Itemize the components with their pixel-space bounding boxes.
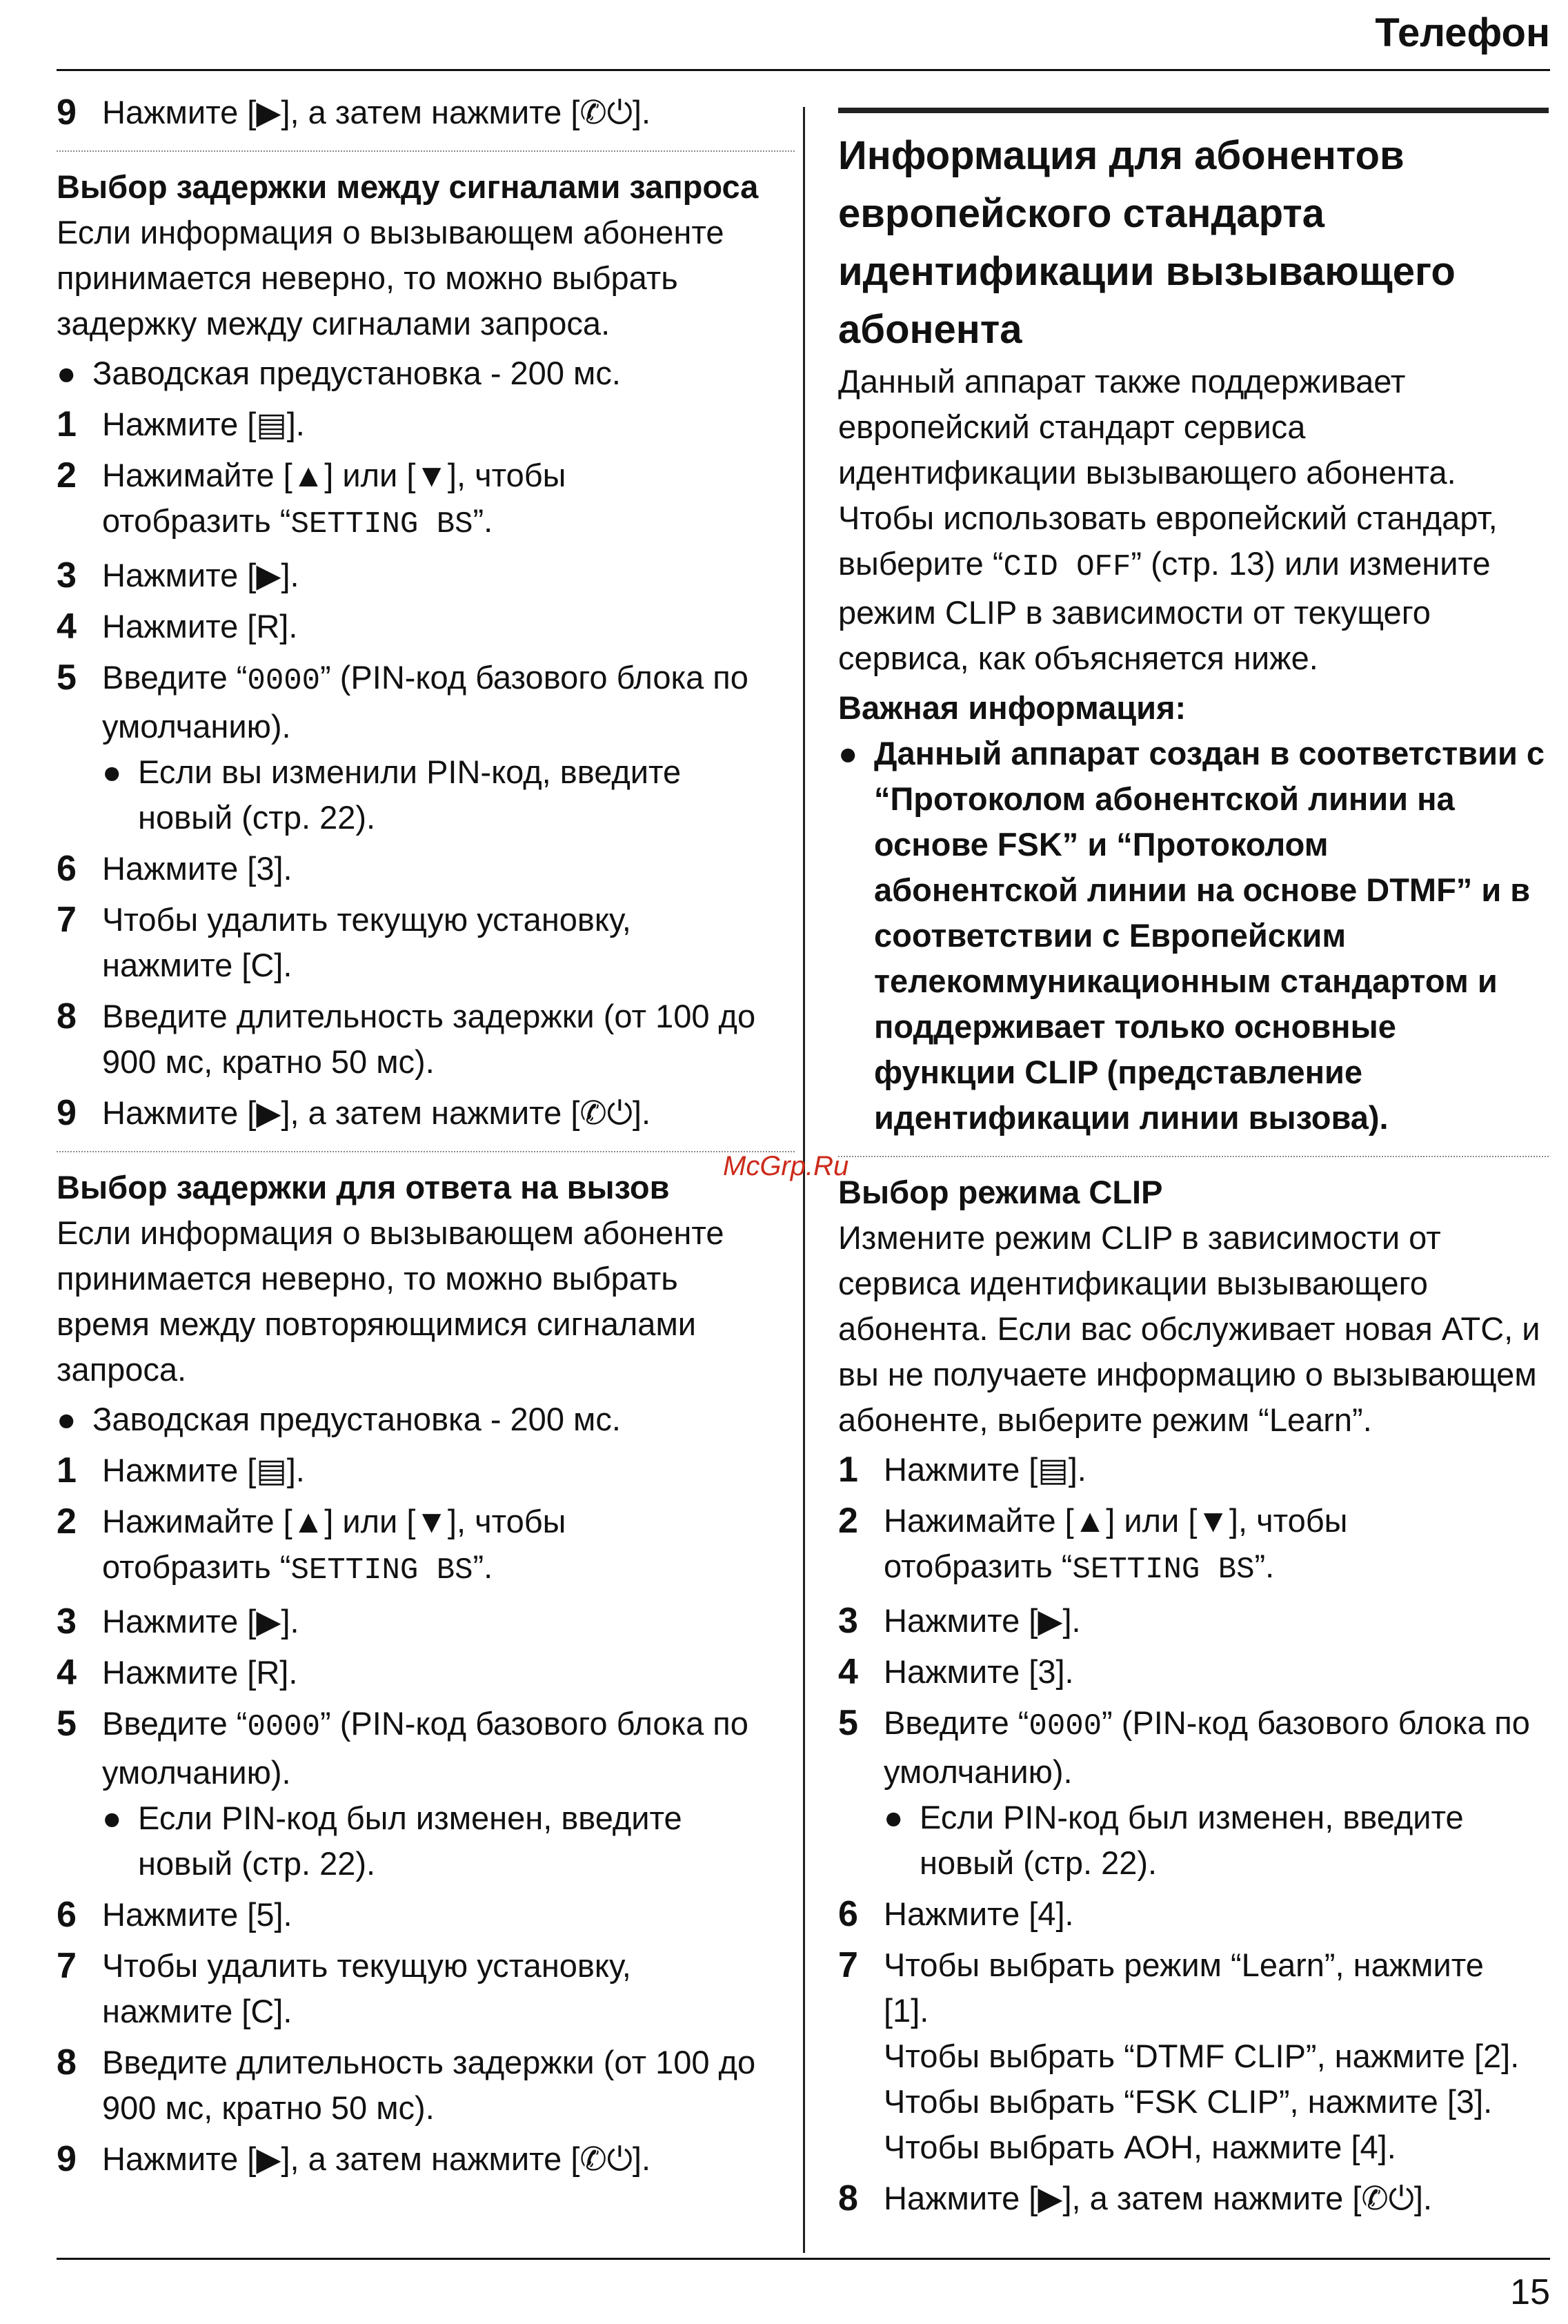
- step-item: [57, 846, 795, 892]
- step-item: [57, 1448, 795, 1493]
- step-text: [1].: [884, 1992, 929, 2029]
- step-text: ” (PIN-код базового блока по: [320, 1705, 748, 1742]
- step-item: [57, 453, 795, 547]
- step-text: отобразить “: [884, 1548, 1073, 1584]
- bullet-dot-icon: ●: [57, 1401, 77, 1437]
- step-item: [57, 604, 795, 649]
- paragraph-line: абонента. Если вас обслуживает новая АТС, и: [838, 1310, 1540, 1347]
- sub-bullet-item: [57, 1795, 795, 1887]
- step-text: Введите “: [102, 1705, 248, 1742]
- step-number: 5: [838, 1703, 858, 1743]
- important-line: соответствии с Европейским: [874, 917, 1347, 954]
- important-line: абонентской линии на основе DTMF” и в: [874, 872, 1531, 908]
- left-column: [57, 90, 795, 2187]
- section-title: Выбор режима CLIP: [838, 1174, 1163, 1210]
- step-text: отобразить “: [102, 502, 291, 539]
- display-text: 0000: [247, 664, 321, 698]
- display-text: 0000: [247, 1710, 321, 1744]
- step-number: 7: [57, 1946, 77, 1986]
- step-text: Нажмите [3].: [884, 1653, 1074, 1690]
- step-text: ”.: [473, 1548, 493, 1585]
- sub-bullet-item: [57, 749, 795, 840]
- paragraph-line: запроса.: [57, 1351, 187, 1388]
- bullet-dot-icon: ●: [884, 1799, 904, 1835]
- step-text: Чтобы удалить текущую установку,: [102, 1947, 631, 1984]
- step-item: [57, 1499, 795, 1593]
- step-number: 2: [57, 1501, 77, 1542]
- paragraph-line: Если информация о вызывающем абоненте: [57, 1214, 724, 1251]
- bullet-dot-icon: ●: [102, 754, 122, 790]
- paragraph-line: Данный аппарат также поддерживает: [838, 363, 1406, 400]
- sub-bullet-item: [838, 1795, 1549, 1886]
- step-number: 1: [57, 1450, 77, 1490]
- paragraph-line: Если информация о вызывающем абоненте: [57, 214, 724, 250]
- step-text: нажмите [C].: [102, 947, 292, 983]
- footer-rule: [57, 2258, 1550, 2260]
- header-rule: [57, 69, 1550, 71]
- step-text: ”.: [1254, 1548, 1275, 1584]
- paragraph-line: принимается неверно, то можно выбрать: [57, 1260, 678, 1297]
- section-title: Выбор задержки между сигналами запроса: [57, 168, 759, 205]
- section-divider: [57, 1151, 795, 1152]
- step-text: ”.: [473, 502, 493, 539]
- important-line: основе FSK” и “Протоколом: [874, 826, 1329, 863]
- step-number: 2: [57, 455, 77, 495]
- paragraph-line: Измените режим CLIP в зависимости от: [838, 1219, 1441, 1256]
- step-item: [57, 1599, 795, 1644]
- paragraph-line: [838, 541, 1549, 590]
- step-number: 4: [57, 1653, 77, 1693]
- bullet-text: Если PIN-код был изменен, введите: [920, 1799, 1464, 1835]
- paragraph-line: сервиса идентификации вызывающего: [838, 1265, 1428, 1301]
- step-text: Нажмите [R].: [102, 608, 298, 644]
- step-number: 3: [57, 555, 77, 595]
- step-number: 5: [57, 1704, 77, 1744]
- step-text: умолчанию).: [884, 1753, 1073, 1790]
- display-text: SETTING BS: [290, 507, 473, 542]
- heading-line: Информация для абонентов: [838, 133, 1405, 178]
- display-text: 0000: [1029, 1709, 1102, 1744]
- right-column: [838, 108, 1549, 2227]
- step-text: Чтобы выбрать “DTMF CLIP”, нажмите [2].: [884, 2038, 1520, 2074]
- step-text: ” (PIN-код базового блока по: [320, 659, 748, 696]
- bullet-text: Заводская предустановка - 200 мс.: [92, 1401, 621, 1437]
- step-item: [838, 1447, 1549, 1493]
- bullet-dot-icon: ●: [838, 735, 858, 771]
- step-text: Нажмите [R].: [102, 1654, 298, 1691]
- step-text: 900 мс, кратно 50 мс).: [102, 1043, 435, 1080]
- page-number: 15: [1510, 2272, 1550, 2312]
- step-number: 5: [57, 658, 77, 698]
- step-text: Нажмите [▤].: [102, 1452, 305, 1488]
- section-title: Выбор задержки для ответа на вызов: [57, 1169, 670, 1205]
- paragraph-line: европейский стандарт сервиса: [838, 408, 1306, 445]
- step-item: [57, 655, 795, 749]
- bullet-dot-icon: ●: [57, 355, 77, 391]
- bullet-text: новый (стр. 22).: [920, 1844, 1158, 1881]
- paragraph-text: ” (стр. 13) или измените: [1131, 545, 1491, 582]
- step-text: умолчанию).: [102, 1754, 291, 1791]
- step-text: Нажимайте [▲] или [▼], чтобы: [102, 457, 566, 493]
- paragraph-line: задержку между сигналами запроса.: [57, 305, 611, 342]
- paragraph-line: режим CLIP в зависимости от текущего: [838, 594, 1431, 631]
- step-item: [57, 553, 795, 598]
- step-text: Нажимайте [▲] или [▼], чтобы: [102, 1503, 566, 1539]
- step-number: 2: [838, 1501, 858, 1541]
- paragraph-line: время между повторяющимися сигналами: [57, 1306, 697, 1342]
- step-item: [838, 1498, 1549, 1593]
- display-text: CID OFF: [1003, 550, 1131, 584]
- step-item: [838, 1891, 1549, 1937]
- step-text: Введите “: [102, 659, 248, 696]
- step-text: Нажмите [3].: [102, 850, 292, 887]
- step-text: Нажмите [▶].: [102, 557, 299, 593]
- step-item: [838, 2176, 1549, 2221]
- bullet-item: [57, 351, 795, 396]
- heading-line: идентификации вызывающего: [838, 249, 1456, 294]
- step-item: [57, 90, 795, 135]
- important-line: поддерживает только основные: [874, 1008, 1396, 1045]
- important-line: “Протоколом абонентской линии на: [874, 780, 1455, 817]
- bullet-text: новый (стр. 22).: [138, 799, 376, 836]
- step-number: 1: [57, 404, 77, 444]
- step-item: [57, 897, 795, 988]
- paragraph-line: вы не получаете информацию о вызывающем: [838, 1356, 1537, 1392]
- paragraph-line: принимается неверно, то можно выбрать: [57, 259, 678, 296]
- step-text: ” (PIN-код базового блока по: [1102, 1704, 1530, 1741]
- bullet-text: Заводская предустановка - 200 мс.: [92, 355, 621, 391]
- step-text: Чтобы удалить текущую установку,: [102, 901, 631, 938]
- section-divider: [57, 150, 795, 152]
- step-text: Введите длительность задержки (от 100 до: [102, 2044, 756, 2080]
- paragraph-line: Чтобы использовать европейский стандарт,: [838, 500, 1498, 536]
- step-item: [838, 1649, 1549, 1695]
- step-number: 9: [57, 1093, 77, 1133]
- watermark: McGrp.Ru: [723, 1151, 849, 1181]
- step-text: Чтобы выбрать режим “Learn”, нажмите: [884, 1947, 1484, 1983]
- paragraph-text: выберите “: [838, 545, 1004, 582]
- step-text: отобразить “: [102, 1548, 291, 1585]
- step-text: Нажмите [4].: [884, 1895, 1074, 1932]
- step-text: Введите длительность задержки (от 100 до: [102, 998, 756, 1034]
- step-number: 4: [57, 607, 77, 647]
- section-divider: [838, 1156, 1549, 1157]
- step-text: Нажмите [▤].: [884, 1451, 1086, 1488]
- step-number: 3: [57, 1602, 77, 1642]
- step-item: [838, 1700, 1549, 1795]
- step-item: [57, 402, 795, 447]
- step-text: Чтобы выбрать АОН, нажмите [4].: [884, 2129, 1396, 2165]
- step-text: Введите “: [884, 1704, 1029, 1741]
- step-number: 6: [57, 849, 77, 889]
- heading-line: европейского стандарта: [838, 191, 1324, 236]
- bullet-text: Если вы изменили PIN-код, введите: [138, 754, 682, 790]
- step-item: [57, 1892, 795, 1938]
- step-text: Нажмите [▶].: [102, 1603, 299, 1639]
- step-number: 9: [57, 92, 77, 132]
- paragraph-line: сервиса, как объясняется ниже.: [838, 640, 1318, 676]
- step-item: [57, 1650, 795, 1695]
- heading-line: абонента: [838, 307, 1022, 352]
- step-text: Чтобы выбрать “FSK CLIP”, нажмите [3].: [884, 2083, 1493, 2120]
- step-number: 1: [838, 1450, 858, 1490]
- step-text: Нажмите [▶].: [884, 1602, 1081, 1639]
- step-number: 7: [838, 1945, 858, 1985]
- step-text: Нажмите [▶], а затем нажмите [✆⏻].: [102, 94, 651, 130]
- section-heading: [838, 127, 1549, 359]
- step-text: Нажмите [▶], а затем нажмите [✆⏻].: [102, 1094, 651, 1131]
- step-text: умолчанию).: [102, 708, 291, 745]
- step-item: [838, 1598, 1549, 1644]
- bullet-dot-icon: ●: [102, 1800, 122, 1836]
- display-text: SETTING BS: [290, 1553, 473, 1588]
- important-line: идентификации линии вызова).: [874, 1099, 1389, 1136]
- important-line: Данный аппарат создан в соответствии с: [874, 735, 1545, 771]
- paragraph-line: абоненте, выберите режим “Learn”.: [838, 1401, 1372, 1438]
- step-item: [57, 2040, 795, 2131]
- step-number: 8: [838, 2178, 858, 2218]
- step-item: [57, 1701, 795, 1795]
- step-item: [57, 2136, 795, 2182]
- step-text: 900 мс, кратно 50 мс).: [102, 2089, 435, 2126]
- heading-rule: [838, 108, 1549, 113]
- step-text: Нажмите [▶], а затем нажмите [✆⏻].: [102, 2140, 651, 2177]
- step-number: 4: [838, 1652, 858, 1692]
- step-number: 9: [57, 2139, 77, 2179]
- step-text: Нажимайте [▲] или [▼], чтобы: [884, 1502, 1348, 1539]
- step-number: 6: [838, 1894, 858, 1934]
- bullet-item: [57, 1397, 795, 1442]
- step-item: [838, 1942, 1549, 2170]
- step-number: 8: [57, 996, 77, 1036]
- step-text: Нажмите [▶], а затем нажмите [✆⏻].: [884, 2180, 1433, 2216]
- step-text: Нажмите [▤].: [102, 406, 305, 442]
- important-bullet: [838, 731, 1549, 1141]
- display-text: SETTING BS: [1072, 1553, 1255, 1587]
- step-item: [57, 994, 795, 1085]
- paragraph-line: идентификации вызывающего абонента.: [838, 454, 1456, 491]
- step-number: 6: [57, 1895, 77, 1935]
- step-text: Нажмите [5].: [102, 1896, 292, 1933]
- important-line: функции CLIP (представление: [874, 1054, 1363, 1090]
- page-header-title: Телефон: [1375, 10, 1550, 55]
- bullet-text: новый (стр. 22).: [138, 1845, 376, 1882]
- step-number: 8: [57, 2042, 77, 2082]
- step-item: [57, 1943, 795, 2034]
- step-number: 3: [838, 1601, 858, 1641]
- bullet-text: Если PIN-код был изменен, введите: [138, 1800, 682, 1836]
- important-line: телекоммуникационным стандартом и: [874, 963, 1498, 999]
- important-title: Важная информация:: [838, 689, 1187, 726]
- step-text: нажмите [C].: [102, 1993, 292, 2029]
- step-number: 7: [57, 900, 77, 940]
- step-item: [57, 1090, 795, 1136]
